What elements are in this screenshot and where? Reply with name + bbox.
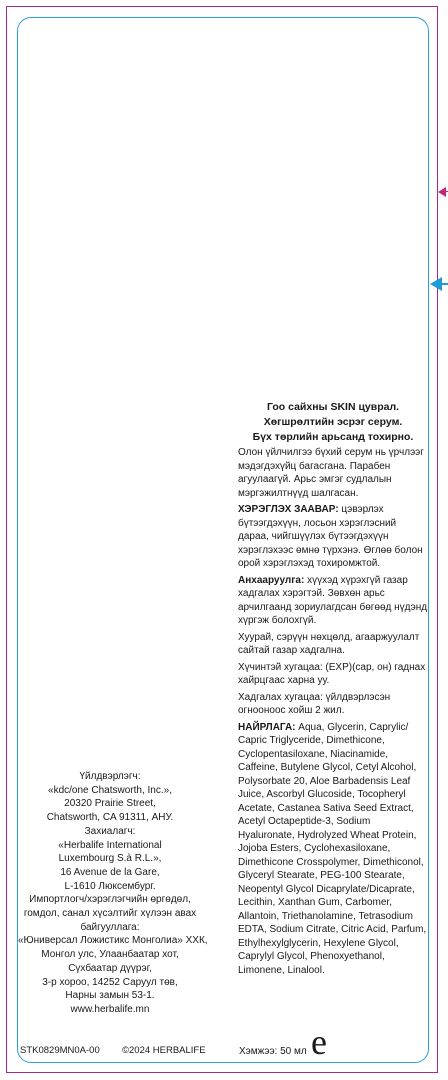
product-title-line: Хөгшрөлтийн эсрэг серум.	[263, 416, 403, 428]
manufacturer-line: байгууллага:	[80, 921, 140, 933]
ingredients-paragraph	[238, 721, 428, 978]
estimated-sign-icon: e	[311, 1022, 327, 1062]
product-title-line: Гоо сайхны SKIN цуврал.	[266, 401, 400, 413]
product-code: STK0829MN0A-00	[20, 1045, 100, 1056]
manufacturer-line: Импортлогч/хэрэглэгчийн өргөдөл,	[29, 894, 191, 906]
manufacturer-line: L-1610 Люксембург.	[64, 880, 156, 892]
ingredients-text: Aqua, Glycerin, Caprylic/ Capric Triglyceride, Dimethicone, Cyclopentasiloxane, Niacinamide, Caffeine, Butylene Glycol, Cetyl Alcohol, Polysorbate 20, Aloe Barbadensis Leaf Juice, Ascorbyl Glucoside, Tocopheryl Acetate, Castanea Sativa Seed Extract, Acetyl Octapeptide-3, Sodium Hyaluronate, Hydrolyzed Wheat Protein, Jojoba Esters, Cyclohexasiloxane, Dimethicone Crosspolymer, Dimethiconol, Glyceryl Stearate, PEG-100 Stearate, Neopentyl Glycol Dicaprylate/Dicaprate, Lecithin, Xanthan Gum, Carbomer, Allantoin, Triethanolamine, Tetrasodium EDTA, Sodium Citrate, Citric Acid, Parfum, Ethylhexylglycerin, Hexylene Glycol, Caprylyl Glycol, Phenoxyethanol, Limonene, Linalool.	[238, 721, 427, 976]
manufacturer-line: «kdc/one Chatsworth, Inc.»,	[48, 784, 172, 796]
manufacturer-line: Үйлдвэрлэгч:	[79, 771, 141, 782]
cyan-marker-line	[441, 283, 448, 285]
copyright-notice: ©2024 HERBALIFE	[122, 1045, 206, 1056]
magenta-marker-line	[444, 191, 448, 192]
storage-paragraph: Хуурай, сэрүүн нөхцөлд, агааржуулалт сайтай газар хадгална.	[238, 631, 420, 656]
manufacturer-line: Luxembourg S.à R.L.»,	[58, 853, 162, 865]
magenta-arrow-marker-icon	[438, 187, 446, 197]
manufacturer-line: Сүхбаатар дүүрэг,	[68, 962, 152, 974]
product-title-line: Бүх төрлийн арьсанд тохирно.	[252, 431, 414, 443]
usage-heading: ХЭРЭГЛЭХ ЗААВАР:	[238, 504, 339, 515]
manufacturer-line: «Herbalife International	[58, 839, 162, 851]
volume-label: Хэмжээ: 50 мл	[239, 1046, 307, 1057]
manufacturer-line: «Юниверсал Ложистикс Монголиа» ХХК,	[18, 935, 208, 947]
usage-paragraph	[238, 503, 428, 571]
shelf-life-paragraph: Хадгалах хугацаа: үйлдвэрлэсэн огноонoос хойш 2 жил.	[238, 691, 391, 716]
usage-text: цэвэрлэх бүтээгдэхүүн, лосьон хэрэглэсний дараа, чийгшүүлэх бүтээгдэхүүн хэрэглэхээс өмнө түрхэнэ. Өглөө болон орой хэрэглэхэд тохиромжтой.	[238, 504, 423, 569]
warning-heading: Анхааруулга:	[238, 574, 305, 586]
description-paragraph: Олон үйлчилгээ бүхий серум нь үрчлээг мэдэгдэхүйц багасгана. Парабен агуулаагүй. Арьс эмгэг судлалын мэргэжилтнүүд шалгасан.	[238, 447, 424, 499]
ingredients-heading: НАЙРЛАГА:	[238, 721, 296, 733]
manufacturer-line: Монгол улс, Улаанбаатар хот,	[41, 949, 179, 961]
manufacturer-line: Нарны замын 53-1.	[65, 990, 155, 1002]
manufacturer-line: Захиалагч:	[84, 825, 136, 837]
product-title	[238, 400, 428, 445]
manufacturer-line: Chatsworth, CA 91311, АНУ.	[46, 812, 174, 824]
warning-text: хүүхэд хүрэхгүй газар хадгалах хэрэгтэй. Зөвхөн арьс арчилгаанд зориулагдсан бөгөөд нүдэнд хүргэж болохгүй.	[238, 574, 428, 626]
manufacturer-line: 20320 Prairie Street,	[64, 798, 156, 810]
website-link[interactable]: www.herbalife.mn	[70, 1003, 150, 1015]
expiry-paragraph: Хүчинтэй хугацаа: (EXP)(сар, он) гаднах хайрцгаас харна уу.	[238, 661, 426, 686]
manufacturer-line: гомдол, санал хүсэлтийг хүлээн авах	[23, 908, 197, 920]
manufacturer-line: 3-р хороо, 14252 Саруул төв,	[42, 976, 178, 988]
manufacturer-info-block	[18, 770, 208, 1017]
product-description-block	[238, 446, 428, 980]
manufacturer-line: 16 Avenue de la Gare,	[60, 866, 160, 878]
warning-paragraph	[238, 574, 428, 628]
